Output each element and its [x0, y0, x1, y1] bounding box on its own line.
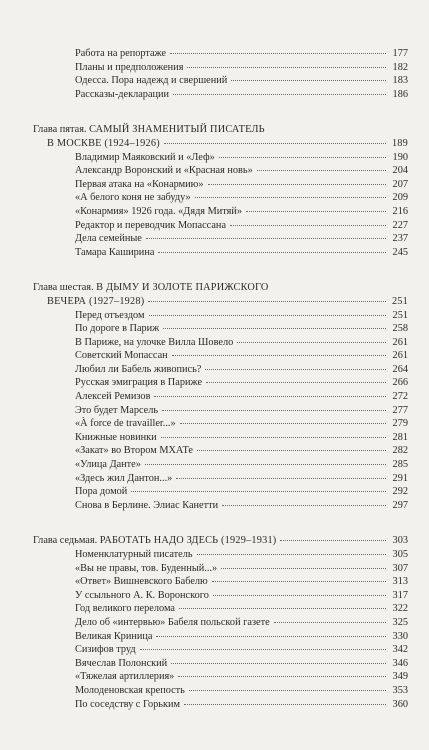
page-number: 261 [392, 336, 408, 348]
dot-leader [162, 410, 386, 411]
toc-entry [33, 562, 408, 576]
toc-entry [33, 657, 408, 671]
toc-entry [33, 589, 408, 603]
entry-title: «Конармия» 1926 года. «Дядя Митяй» [75, 205, 243, 217]
dot-leader [205, 369, 386, 370]
entry-title: У ссыльного А. К. Воронского [75, 589, 209, 601]
page-number: 281 [392, 431, 408, 443]
toc-entry [33, 485, 408, 499]
entry-title: «Тяжелая артиллерия» [75, 671, 175, 683]
entry-title: Алексей Ремизов [75, 391, 151, 403]
page-number: 251 [391, 295, 408, 307]
entry-title: Молоденовская крепость [75, 684, 185, 696]
toc-entry [33, 205, 408, 219]
chapter-block [33, 534, 408, 711]
chapter-title: В ДЫМУ И ЗОЛОТЕ ПАРИЖСКОГО [96, 282, 269, 294]
table-of-contents [33, 47, 408, 711]
entry-title: Тамара Каширина [75, 246, 155, 258]
entry-title: ВЕЧЕРА (1927–1928) [47, 295, 145, 307]
chapter-block [33, 123, 408, 259]
dot-leader [140, 649, 386, 650]
toc-entry [33, 376, 408, 390]
toc-entry [33, 458, 408, 472]
chapter-title: РАБОТАТЬ НАДО ЗДЕСЬ (1929–1931) [99, 535, 277, 547]
chapter-title: САМЫЙ ЗНАМЕНИТЫЙ ПИСАТЕЛЬ [89, 124, 265, 136]
entry-title: Дело об «интервью» Бабеля польской газете [75, 616, 270, 628]
page-number: 183 [392, 75, 408, 87]
toc-entry [33, 363, 408, 377]
page-number: 325 [392, 616, 408, 628]
toc-entry [33, 548, 408, 562]
dot-leader [176, 478, 386, 479]
entry-title: Дела семейные [75, 233, 142, 245]
dot-leader [212, 581, 386, 582]
entry-title: Работа на репортаже [75, 48, 167, 59]
dot-leader [197, 450, 386, 451]
page-number: 313 [392, 576, 408, 588]
page-number: 353 [392, 684, 408, 696]
chapter-continuation [33, 47, 408, 101]
dot-leader [219, 157, 386, 158]
toc-entry [33, 178, 408, 192]
page-number: 245 [392, 246, 408, 258]
chapter-label: Глава пятая. [33, 124, 87, 136]
dot-leader [230, 225, 386, 226]
page-number: 264 [392, 363, 408, 375]
page-number: 258 [392, 323, 408, 335]
page-number: 307 [392, 562, 408, 574]
page-number: 342 [392, 644, 408, 656]
toc-entry [33, 404, 408, 418]
page-number: 277 [392, 404, 408, 416]
entry-title: Русская эмиграция в Париже [75, 377, 203, 389]
toc-entry [33, 246, 408, 260]
toc-entry [33, 602, 408, 616]
page-number: 360 [392, 698, 408, 710]
entry-title: Снова в Берлине. Элиас Канетти [75, 499, 219, 511]
page-number: 177 [392, 48, 408, 59]
page-number: 227 [392, 219, 408, 231]
page-number: 279 [392, 418, 408, 430]
entry-title: Вячеслав Полонский [75, 657, 168, 669]
dot-leader [222, 505, 386, 506]
dot-leader [213, 595, 386, 596]
entry-title: Любил ли Бабель живопись? [75, 363, 202, 375]
page-number: 282 [392, 445, 408, 457]
dot-leader [131, 491, 386, 492]
dot-leader [184, 704, 386, 705]
dot-leader [197, 554, 386, 555]
toc-entry [33, 74, 408, 88]
entry-title: Это будет Марсель [75, 404, 159, 416]
page-number: 266 [392, 377, 408, 389]
dot-leader [171, 663, 386, 664]
chapter-heading [33, 534, 408, 548]
page-number: 251 [392, 309, 408, 321]
page-number: 305 [392, 549, 408, 560]
toc-entry [33, 151, 408, 165]
chapter-heading [33, 281, 408, 295]
chapter-label: Глава седьмая. [33, 535, 98, 547]
dot-leader [274, 622, 386, 623]
entry-title: Владимир Маяковский и «Леф» [75, 151, 215, 163]
page-number: 237 [392, 233, 408, 245]
page-number: 322 [392, 603, 408, 615]
entry-title: В МОСКВЕ (1924–1926) [47, 137, 160, 149]
toc-entry [33, 575, 408, 589]
toc-entry [33, 47, 408, 61]
chapter-heading-cont [33, 295, 408, 309]
dot-leader [173, 94, 386, 95]
toc-entry [33, 670, 408, 684]
toc-entry [33, 472, 408, 486]
page-number: 349 [392, 671, 408, 683]
entry-title: В Париже, на улочке Вилла Шовело [75, 336, 234, 348]
toc-entry [33, 390, 408, 404]
dot-leader [206, 382, 386, 383]
dot-leader [280, 540, 386, 541]
dot-leader [257, 170, 386, 171]
page-number: 186 [392, 88, 408, 100]
entry-title: Номенклатурный писатель [75, 549, 193, 560]
toc-entry [33, 630, 408, 644]
entry-title: Советский Мопассан [75, 350, 168, 362]
dot-leader [163, 328, 386, 329]
chapter-block [33, 281, 408, 512]
dot-leader [231, 80, 386, 81]
entry-title: «Здесь жил Дантон...» [75, 472, 173, 484]
dot-leader [149, 315, 386, 316]
page-number: 297 [392, 499, 408, 511]
entry-title: Великая Криница [75, 630, 153, 642]
entry-title: Пора домой [75, 486, 128, 498]
dot-leader [246, 211, 386, 212]
toc-entry [33, 616, 408, 630]
entry-title: «Закат» во Втором МХАТе [75, 445, 193, 457]
entry-title: Книжные новинки [75, 431, 157, 443]
entry-title: По дороге в Париж [75, 323, 160, 335]
dot-leader [237, 342, 386, 343]
dot-leader [187, 67, 386, 68]
chapter-label: Глава шестая. [33, 282, 94, 294]
toc-entry [33, 349, 408, 363]
dot-leader [221, 568, 386, 569]
toc-entry [33, 431, 408, 445]
entry-title: «Вы не правы, тов. Буденный...» [75, 562, 218, 574]
toc-entry [33, 684, 408, 698]
page-number: 285 [392, 459, 408, 471]
toc-entry [33, 322, 408, 336]
chapter-heading [33, 123, 408, 137]
dot-leader [170, 53, 386, 54]
dot-leader [154, 396, 386, 397]
page-number: 209 [392, 192, 408, 204]
entry-title: По соседству с Горьким [75, 698, 181, 710]
page-number: 204 [392, 165, 408, 177]
entry-title: «Ответ» Вишневского Бабелю [75, 576, 208, 588]
page-number: 303 [392, 535, 408, 547]
page-number: 190 [392, 151, 408, 163]
entry-title: Редактор и переводчик Мопассана [75, 219, 227, 231]
dot-leader [178, 676, 386, 677]
page-number: 272 [392, 391, 408, 403]
page-number: 216 [392, 205, 408, 217]
toc-entry [33, 698, 408, 712]
dot-leader [208, 184, 387, 185]
page-number: 189 [391, 137, 408, 149]
page-number: 317 [392, 589, 408, 601]
toc-entry [33, 499, 408, 513]
dot-leader [146, 238, 386, 239]
entry-title: Одесса. Пора надежд и свершений [75, 75, 228, 87]
dot-leader [172, 355, 386, 356]
page-number: 291 [392, 472, 408, 484]
page-number: 261 [392, 350, 408, 362]
dot-leader [156, 636, 386, 637]
dot-leader [161, 437, 386, 438]
toc-entry [33, 232, 408, 246]
page-number: 330 [392, 630, 408, 642]
entry-title: Год великого перелома [75, 603, 175, 615]
entry-title: Александр Воронский и «Красная новь» [75, 165, 253, 177]
entry-title: «Улица Данте» [75, 459, 141, 471]
page-number: 292 [392, 486, 408, 498]
toc-entry [33, 88, 408, 102]
toc-entry [33, 643, 408, 657]
dot-leader [158, 252, 386, 253]
dot-leader [189, 690, 386, 691]
entry-title: Сизифов труд [75, 644, 136, 656]
page-number: 346 [392, 657, 408, 669]
toc-entry [33, 164, 408, 178]
entry-title: Перед отъездом [75, 309, 145, 321]
entry-title: Планы и предположения [75, 61, 184, 73]
dot-leader [179, 608, 386, 609]
chapter-heading-cont [33, 137, 408, 151]
toc-entry [33, 336, 408, 350]
dot-leader [148, 301, 386, 302]
dot-leader [164, 143, 386, 144]
dot-leader [195, 197, 386, 198]
toc-entry [33, 417, 408, 431]
page-number: 182 [392, 61, 408, 73]
toc-entry [33, 309, 408, 323]
entry-title: «А белого коня не забуду» [75, 192, 191, 204]
dot-leader [145, 464, 386, 465]
dot-leader [180, 423, 386, 424]
entry-title: Рассказы-декларации [75, 88, 170, 100]
entry-title: Первая атака на «Конармию» [75, 178, 204, 190]
toc-entry [33, 219, 408, 233]
toc-entry [33, 191, 408, 205]
toc-entry [33, 444, 408, 458]
entry-title: «À force de travailler...» [75, 418, 176, 430]
toc-entry [33, 61, 408, 75]
page-number: 207 [392, 178, 408, 190]
